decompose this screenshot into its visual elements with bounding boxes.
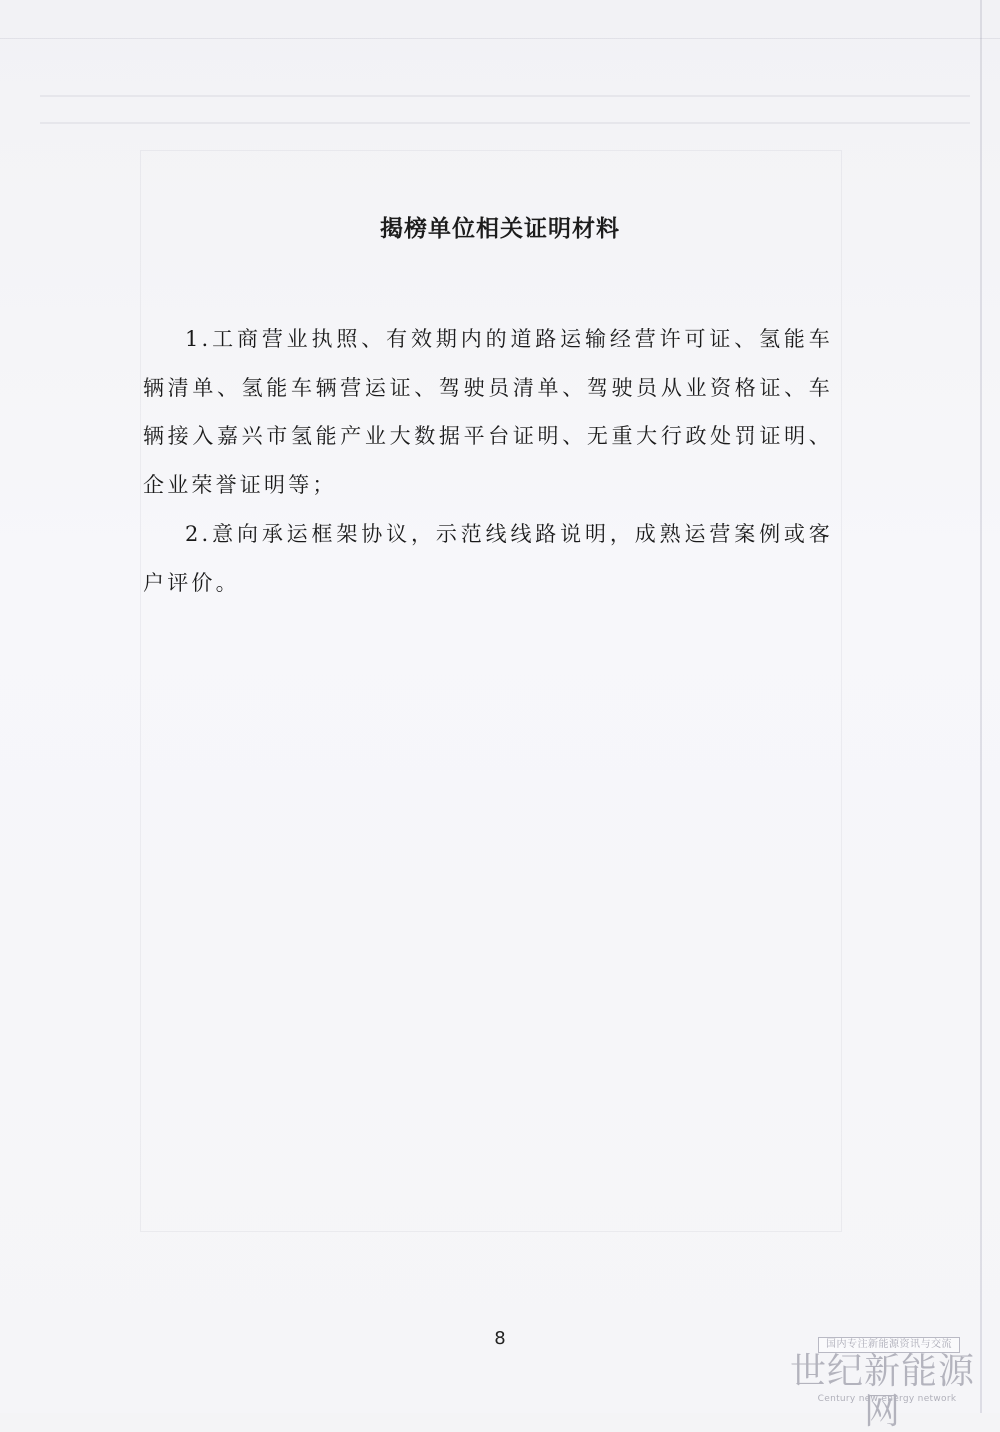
paragraph-1: 1.工商营业执照、有效期内的道路运输经营许可证、氢能车辆清单、氢能车辆营运证、驾驶员清单、驾驶员从业资格证、车辆接入嘉兴市氢能产业大数据平台证明、无重大行政处罚证明、企业荣誉证明等；: [143, 327, 833, 497]
bleed-through-line: [40, 122, 970, 124]
bleed-through-line: [40, 95, 970, 97]
page-number: 8: [494, 1328, 506, 1349]
watermark-logo: 世纪新能源网: [789, 1351, 975, 1432]
paragraph-2: 2.意向承运框架协议，示范线线路说明，成熟运营案例或客户评价。: [143, 522, 833, 595]
document-title: 揭榜单位相关证明材料: [380, 216, 620, 242]
watermark-tag: 国内专注新能源资讯与交流: [818, 1337, 960, 1353]
bleed-through-frame: [140, 150, 842, 1232]
scan-edge-top: [0, 38, 1000, 39]
watermark-subtitle: Century new energy network: [817, 1394, 957, 1404]
